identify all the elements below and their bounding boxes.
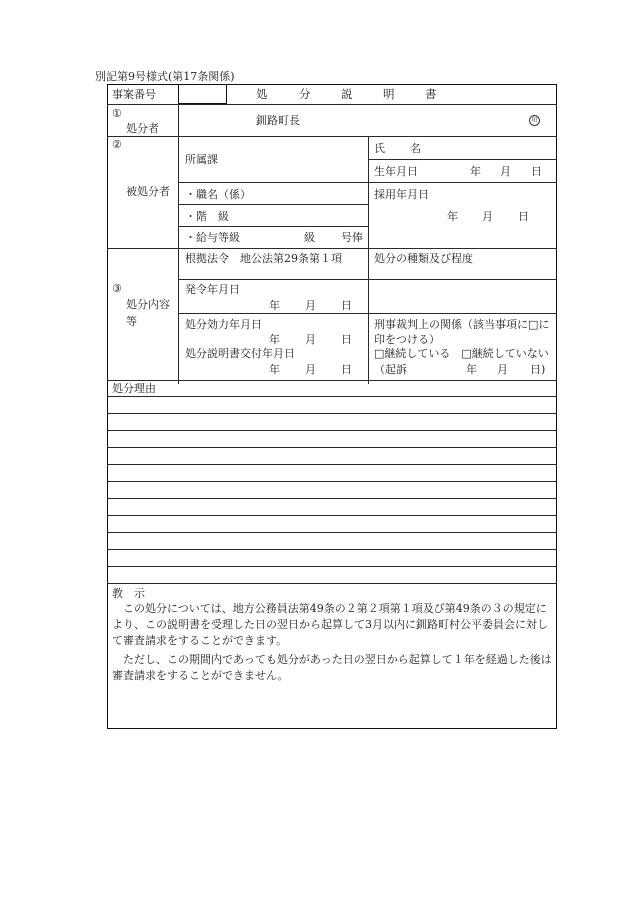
- subject-middle-divider: [368, 136, 369, 384]
- reason-line-3: [107, 430, 557, 431]
- subject-label: 被処分者: [126, 185, 170, 198]
- criminal-line-2: 印をつける）: [374, 333, 440, 346]
- indictment-month-unit: 月: [497, 363, 508, 376]
- reason-line-7: [107, 498, 557, 499]
- basis-law: 根拠法令 地公法第29条第１項: [185, 252, 342, 265]
- name-label-2: 名: [410, 142, 421, 155]
- disposer-divider: [178, 104, 179, 136]
- issue-month-unit: 月: [305, 299, 316, 312]
- seal-mark: 印: [529, 115, 540, 126]
- subject-divider: [178, 136, 179, 248]
- title-char-5: 書: [425, 87, 437, 101]
- title-char-3: 説: [341, 87, 353, 101]
- case-number-box[interactable]: [178, 84, 227, 104]
- row-line-2: [107, 136, 557, 137]
- title-char-1: 処: [256, 87, 268, 101]
- reason-line-5: [107, 464, 557, 465]
- notice-paragraph-2: ただし、この期間内であっても処分があった日の翌日から起算して１年を経過した後は審査請求をすることができません。: [112, 653, 552, 683]
- title-char-2: 分: [299, 87, 311, 101]
- disposer-name: 釧路町長: [256, 114, 300, 127]
- disposer-label: 処分者: [126, 122, 159, 135]
- salary-unit-step: 号俸: [341, 231, 363, 244]
- rank-label: ・階 級: [185, 210, 229, 223]
- reason-line-9: [107, 532, 557, 533]
- reason-line-2: [107, 413, 557, 414]
- frame-bottom: [107, 728, 557, 729]
- frame-left: [107, 84, 108, 729]
- indictment-day-unit: 日): [530, 363, 546, 376]
- disposition-number: ③: [112, 282, 122, 295]
- case-number-label: 事案番号: [112, 88, 156, 101]
- effective-year-unit: 年: [269, 333, 280, 346]
- subject-right-line-a: [368, 159, 556, 160]
- row-line-1: [107, 104, 557, 105]
- hire-year-unit: 年: [447, 210, 458, 223]
- subject-line-c: [178, 226, 368, 227]
- disposition-kind-label: 処分の種類及び程度: [374, 252, 473, 265]
- notice-paragraph-1: この処分については、地方公務員法第49条の２第２項第１項及び第49条の３の規定により、この説明書を受理した日の翌日から起算して3月以内に釧路町村公平委員会に対して審査請求をすることができます。: [112, 602, 548, 648]
- disposition-right-line-a: [368, 279, 556, 280]
- name-label-1: 氏: [374, 142, 385, 155]
- row-line-4: [107, 380, 557, 381]
- reason-line-12: [107, 583, 557, 584]
- birth-day-unit: 日: [531, 165, 542, 178]
- birth-year-unit: 年: [470, 165, 481, 178]
- subject-line-a: [178, 182, 368, 183]
- disposition-line-b: [178, 313, 368, 314]
- issue-date-label: 発令年月日: [185, 283, 240, 296]
- issue-year-unit: 年: [269, 299, 280, 312]
- delivery-year-unit: 年: [269, 363, 280, 376]
- reason-line-11: [107, 566, 557, 567]
- salary-label: ・給与等級: [185, 231, 240, 244]
- disposition-line-a: [178, 279, 368, 280]
- delivery-date-label: 処分説明書交付年月日: [185, 347, 295, 360]
- disposition-label-2: 等: [126, 315, 137, 328]
- hire-month-unit: 月: [482, 210, 493, 223]
- disposition-right-line-b: [368, 313, 556, 314]
- criminal-indictment: （起訴: [374, 363, 407, 376]
- disposition-divider: [178, 248, 179, 384]
- effective-day-unit: 日: [341, 333, 352, 346]
- indictment-year-unit: 年: [466, 363, 477, 376]
- hire-date-label: 採用年月日: [374, 188, 429, 201]
- affiliation-label: 所属課: [185, 153, 218, 166]
- birth-date-label: 生年月日: [374, 165, 418, 178]
- position-label: ・職名（係）: [185, 188, 251, 201]
- criminal-line-3: □継続している □継続していない: [374, 347, 549, 360]
- subject-line-b: [178, 204, 368, 205]
- issue-day-unit: 日: [341, 299, 352, 312]
- subject-right-line-b: [368, 182, 556, 183]
- form-reference: 別記第9号様式(第17条関係): [95, 70, 235, 83]
- hire-day-unit: 日: [518, 210, 529, 223]
- title-char-4: 明: [383, 87, 395, 101]
- effective-date-label: 処分効力年月日: [185, 318, 262, 331]
- reason-line-10: [107, 549, 557, 550]
- notice-title: 教 示: [112, 587, 145, 600]
- delivery-month-unit: 月: [305, 363, 316, 376]
- row-line-3: [107, 248, 557, 249]
- disposer-number: ①: [112, 107, 122, 120]
- reason-line-8: [107, 515, 557, 516]
- subject-number: ②: [112, 138, 122, 151]
- disposition-label-1: 処分内容: [126, 298, 170, 311]
- effective-month-unit: 月: [305, 333, 316, 346]
- reason-line-6: [107, 481, 557, 482]
- delivery-day-unit: 日: [341, 363, 352, 376]
- birth-month-unit: 月: [500, 165, 511, 178]
- reason-label: 処分理由: [112, 382, 156, 395]
- criminal-line-1: 刑事裁判上の関係（該当事項に□に: [374, 318, 550, 331]
- frame-top: [107, 84, 557, 85]
- salary-unit-grade: 級: [304, 231, 315, 244]
- reason-line-4: [107, 447, 557, 448]
- reason-line-1: [107, 396, 557, 397]
